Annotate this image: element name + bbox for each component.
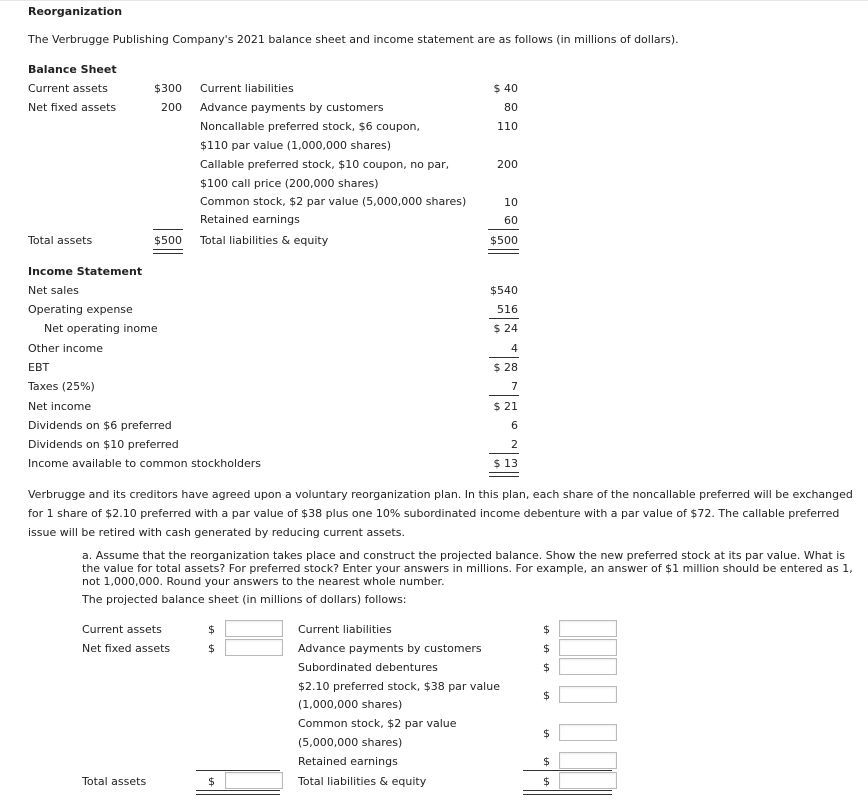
proj-assets-double-rule xyxy=(196,790,280,795)
proj-liability-label: Subordinated debentures xyxy=(298,661,438,674)
dollar-sign: $ xyxy=(208,642,215,655)
dollar-sign: $ xyxy=(543,689,550,702)
proj-asset-label: Current assets xyxy=(82,623,162,636)
proj-asset-label: Net fixed assets xyxy=(82,642,171,655)
bs-asset-label: Current assets xyxy=(28,82,108,95)
le-double-rule xyxy=(488,249,519,254)
dollar-sign: $ xyxy=(543,775,550,788)
proj-liability-label: Advance payments by customers xyxy=(298,642,482,655)
bs-liability-label: Noncallable preferred stock, $6 coupon, xyxy=(200,120,421,133)
current-assets-input[interactable] xyxy=(225,620,283,637)
bs-total-assets-value: $500 xyxy=(154,234,182,247)
bs-total-le-label: Total liabilities & equity xyxy=(200,234,329,247)
subordinated-debentures-input[interactable] xyxy=(559,658,617,675)
dollar-sign: $ xyxy=(543,623,550,636)
bs-liability-label: Retained earnings xyxy=(200,213,300,226)
is-row-label: EBT xyxy=(28,361,50,374)
bs-liability-value: 60 xyxy=(504,214,518,227)
is-row-value: 7 xyxy=(511,380,518,393)
net-fixed-assets-input[interactable] xyxy=(225,639,283,656)
intro-text: The Verbrugge Publishing Company's 2021 balance sheet and income statement are as follows (in millions of dollars). xyxy=(28,33,679,46)
bs-asset-value: $300 xyxy=(154,82,182,95)
is-row-value: $ 13 xyxy=(493,457,518,470)
is-row-label: Operating expense xyxy=(28,303,133,316)
total-le-input[interactable] xyxy=(559,772,617,789)
bs-asset-value: 200 xyxy=(161,101,182,114)
plan-paragraph: Verbrugge and its creditors have agreed upon a voluntary reorganization plan. In this plan, each share of the noncallable preferred will be exchanged for 1 share of $2.10 preferred with a par value of $38 plus one 10% subordinated income debenture with a par value of $72. The callable preferred issue will be retired with cash generated by reducing current assets. xyxy=(28,488,853,539)
bs-liability-label: Callable preferred stock, $10 coupon, no par, xyxy=(200,158,450,171)
bs-liability-label-line2: $100 call price (200,000 shares) xyxy=(200,177,379,190)
is-subtotal-rule xyxy=(489,395,519,396)
is-row-value: $ 21 xyxy=(493,400,518,413)
is-row-value: 4 xyxy=(511,342,518,355)
projected-intro: The projected balance sheet (in millions of dollars) follows: xyxy=(82,593,407,606)
retained-earnings-input[interactable] xyxy=(559,752,617,769)
le-total-rule xyxy=(488,229,519,230)
proj-liability-label: Current liabilities xyxy=(298,623,392,636)
is-row-label: Net operating inome xyxy=(44,322,158,335)
is-subtotal-rule xyxy=(489,453,519,454)
total-assets-input[interactable] xyxy=(225,772,283,789)
common-stock-input[interactable] xyxy=(559,724,617,741)
is-subtotal-rule xyxy=(489,357,519,358)
preferred-stock-input[interactable] xyxy=(559,686,617,703)
is-row-label: Dividends on $10 preferred xyxy=(28,438,179,451)
proj-total-le-label: Total liabilities & equity xyxy=(298,775,427,788)
is-row-label: Net sales xyxy=(28,284,79,297)
is-final-double-rule xyxy=(489,472,519,477)
dollar-sign: $ xyxy=(543,661,550,674)
is-subtotal-rule xyxy=(489,318,519,319)
proj-le-double-rule xyxy=(523,790,612,795)
income-statement-heading: Income Statement xyxy=(28,265,143,278)
page-title: Reorganization xyxy=(28,5,123,18)
bs-liability-value: 200 xyxy=(497,158,518,171)
is-row-label: Other income xyxy=(28,342,104,355)
is-row-value: 516 xyxy=(497,303,518,316)
dollar-sign: $ xyxy=(208,623,215,636)
assets-double-rule xyxy=(153,249,183,254)
bs-liability-value: 80 xyxy=(504,101,518,114)
proj-liability-label: $2.10 preferred stock, $38 par value xyxy=(298,680,500,693)
bs-total-le-value: $500 xyxy=(490,234,518,247)
is-row-label: Dividends on $6 preferred xyxy=(28,419,172,432)
bs-asset-label: Net fixed assets xyxy=(28,101,117,114)
bs-liability-value: 110 xyxy=(497,120,518,133)
dollar-sign: $ xyxy=(208,775,215,788)
is-row-label: Income available to common stockholders xyxy=(28,457,262,470)
proj-liability-label-line2: (5,000,000 shares) xyxy=(298,736,403,749)
is-row-value: $540 xyxy=(490,284,518,297)
current-liabilities-input[interactable] xyxy=(559,620,617,637)
bs-liability-label: Common stock, $2 par value (5,000,000 shares) xyxy=(200,195,467,208)
assets-total-rule xyxy=(153,229,183,230)
proj-liability-label-line2: (1,000,000 shares) xyxy=(298,698,403,711)
bs-liability-value: 10 xyxy=(504,196,518,209)
is-row-value: 6 xyxy=(511,419,518,432)
bs-total-assets-label: Total assets xyxy=(28,234,93,247)
balance-sheet-heading: Balance Sheet xyxy=(28,63,117,76)
proj-total-assets-label: Total assets xyxy=(82,775,147,788)
proj-assets-total-rule xyxy=(196,770,280,771)
is-row-label: Taxes (25%) xyxy=(28,380,95,393)
advance-payments-input[interactable] xyxy=(559,639,617,656)
is-row-value: $ 24 xyxy=(493,322,518,335)
bs-liability-value: $ 40 xyxy=(493,82,518,95)
dollar-sign: $ xyxy=(543,755,550,768)
bs-liability-label-line2: $110 par value (1,000,000 shares) xyxy=(200,139,392,152)
dollar-sign: $ xyxy=(543,642,550,655)
bs-liability-label: Advance payments by customers xyxy=(200,101,384,114)
proj-liability-label: Common stock, $2 par value xyxy=(298,717,457,730)
bs-liability-label: Current liabilities xyxy=(200,82,294,95)
is-row-value: 2 xyxy=(511,438,518,451)
dollar-sign: $ xyxy=(543,727,550,740)
is-row-label: Net income xyxy=(28,400,92,413)
proj-liability-label: Retained earnings xyxy=(298,755,398,768)
is-row-value: $ 28 xyxy=(493,361,518,374)
proj-le-total-rule xyxy=(523,770,612,771)
question-a: a. Assume that the reorganization takes place and construct the projected balance. Show the new preferred stock at its par value. What is the value for total assets? For preferred stock? Enter your answers in millions. For example, an answer of $1 million should be entered as 1, not 1,000,000. Round your answers to the nearest whole number. xyxy=(82,549,853,588)
